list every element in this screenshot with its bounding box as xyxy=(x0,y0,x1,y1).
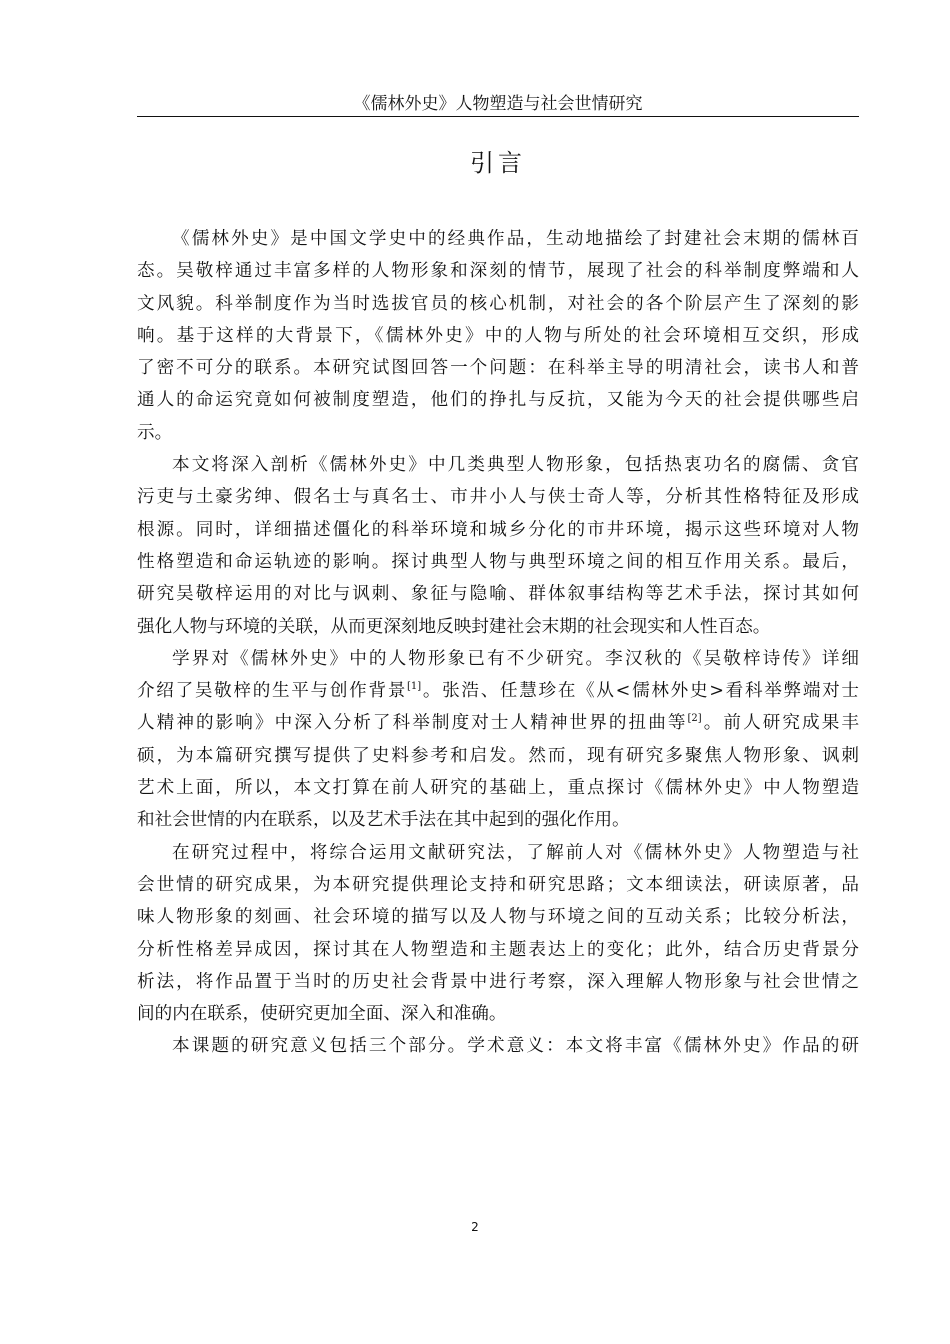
section-title: 引言 xyxy=(470,149,526,177)
text-line: 本文将深入剖析《儒林外史》中几类典型人物形象，包括热衷功名的腐儒、贪官 xyxy=(172,455,859,476)
text-line: 味人物形象的刻画、社会环境的描写以及人物与环境之间的互动关系；比较分析法， xyxy=(137,907,859,928)
text-line: 和社会世情的内在联系，以及艺术手法在其中起到的强化作用。 xyxy=(137,810,630,831)
text-line: 了密不可分的联系。本研究试图回答一个问题：在科举主导的明清社会，读书人和普 xyxy=(137,358,859,379)
text-line: 根源。同时，详细描述僵化的科举环境和城乡分化的市井环境，揭示这些环境对人物 xyxy=(137,519,859,540)
text-line: 硕，为本篇研究撰写提供了史料参考和启发。然而，现有研究多聚焦人物形象、讽刺 xyxy=(137,745,859,766)
text-line: 文风貌。科举制度作为当时选拔官员的核心机制，对社会的各个阶层产生了深刻的影 xyxy=(137,293,859,314)
text-line: 研究吴敬梓运用的对比与讽刺、象征与隐喻、群体叙事结构等艺术手法，探讨其如何 xyxy=(137,584,859,605)
text-line: 艺术上面，所以，本文打算在前人研究的基础上，重点探讨《儒林外史》中人物塑造 xyxy=(137,778,859,799)
text-segment: 。前人研究成果丰 xyxy=(701,713,859,734)
text-line: 学界对《儒林外史》中的人物形象已有不少研究。李汉秋的《吴敬梓诗传》详细 xyxy=(172,648,859,669)
paragraph-5 xyxy=(137,1030,859,1062)
text-line xyxy=(137,675,859,707)
text-line: 污吏与土豪劣绅、假名士与真名士、市井小人与侠士奇人等，分析其性格特征及形成 xyxy=(137,487,859,508)
text-line: 通人的命运究竟如何被制度塑造，他们的挣扎与反抗，又能为今天的社会提供哪些启 xyxy=(137,390,859,411)
text-segment: 介绍了吴敬梓的生平与创作背景 xyxy=(137,681,407,702)
paragraph-4 xyxy=(137,837,859,1031)
text-line xyxy=(137,707,859,739)
text-line: 《儒林外史》是中国文学史中的经典作品，生动地描绘了封建社会末期的儒林百 xyxy=(172,229,859,249)
paragraph-1 xyxy=(137,223,859,449)
citation-marker: [2] xyxy=(687,713,702,725)
text-line: 间的内在联系，使研究更加全面、深入和准确。 xyxy=(137,1004,507,1025)
text-segment: 。张浩、任慧珍在《从<儒林外史>看科举弊端对士 xyxy=(421,681,859,702)
text-line: 强化人物与环境的关联，从而更深刻地反映封建社会末期的社会现实和人性百态。 xyxy=(137,616,771,637)
text-line: 本课题的研究意义包括三个部分。学术意义：本文将丰富《儒林外史》作品的研 xyxy=(172,1036,859,1057)
text-segment: 人精神的影响》中深入分析了科举制度对士人精神世界的扭曲等 xyxy=(137,713,688,734)
text-line: 在研究过程中，将综合运用文献研究法，了解前人对《儒林外史》人物塑造与社 xyxy=(172,842,859,863)
text-line: 析法，将作品置于当时的历史社会背景中进行考察，深入理解人物形象与社会世情之 xyxy=(137,971,859,992)
text-line: 示。 xyxy=(137,422,173,443)
header-rule xyxy=(137,116,859,117)
text-line: 性格塑造和命运轨迹的影响。探讨典型人物与典型环境之间的相互作用关系。最后， xyxy=(137,551,859,572)
running-header: 《儒林外史》人物塑造与社会世情研究 xyxy=(353,94,643,114)
paragraph-3 xyxy=(137,643,859,837)
body-text xyxy=(137,223,859,1063)
text-line: 态。吴敬梓通过丰富多样的人物形象和深刻的情节，展现了社会的科举制度弊端和人 xyxy=(137,261,859,282)
text-line: 会世情的研究成果，为本研究提供理论支持和研究思路；文本细读法，研读原著，品 xyxy=(137,874,859,895)
citation-marker: [1] xyxy=(406,681,422,693)
text-line: 响。基于这样的大背景下，《儒林外史》中的人物与所处的社会环境相互交织，形成 xyxy=(137,325,859,346)
paragraph-2 xyxy=(137,449,859,643)
text-line: 分析性格差异成因，探讨其在人物塑造和主题表达上的变化；此外，结合历史背景分 xyxy=(137,939,859,960)
page-number: 2 xyxy=(471,1220,479,1234)
